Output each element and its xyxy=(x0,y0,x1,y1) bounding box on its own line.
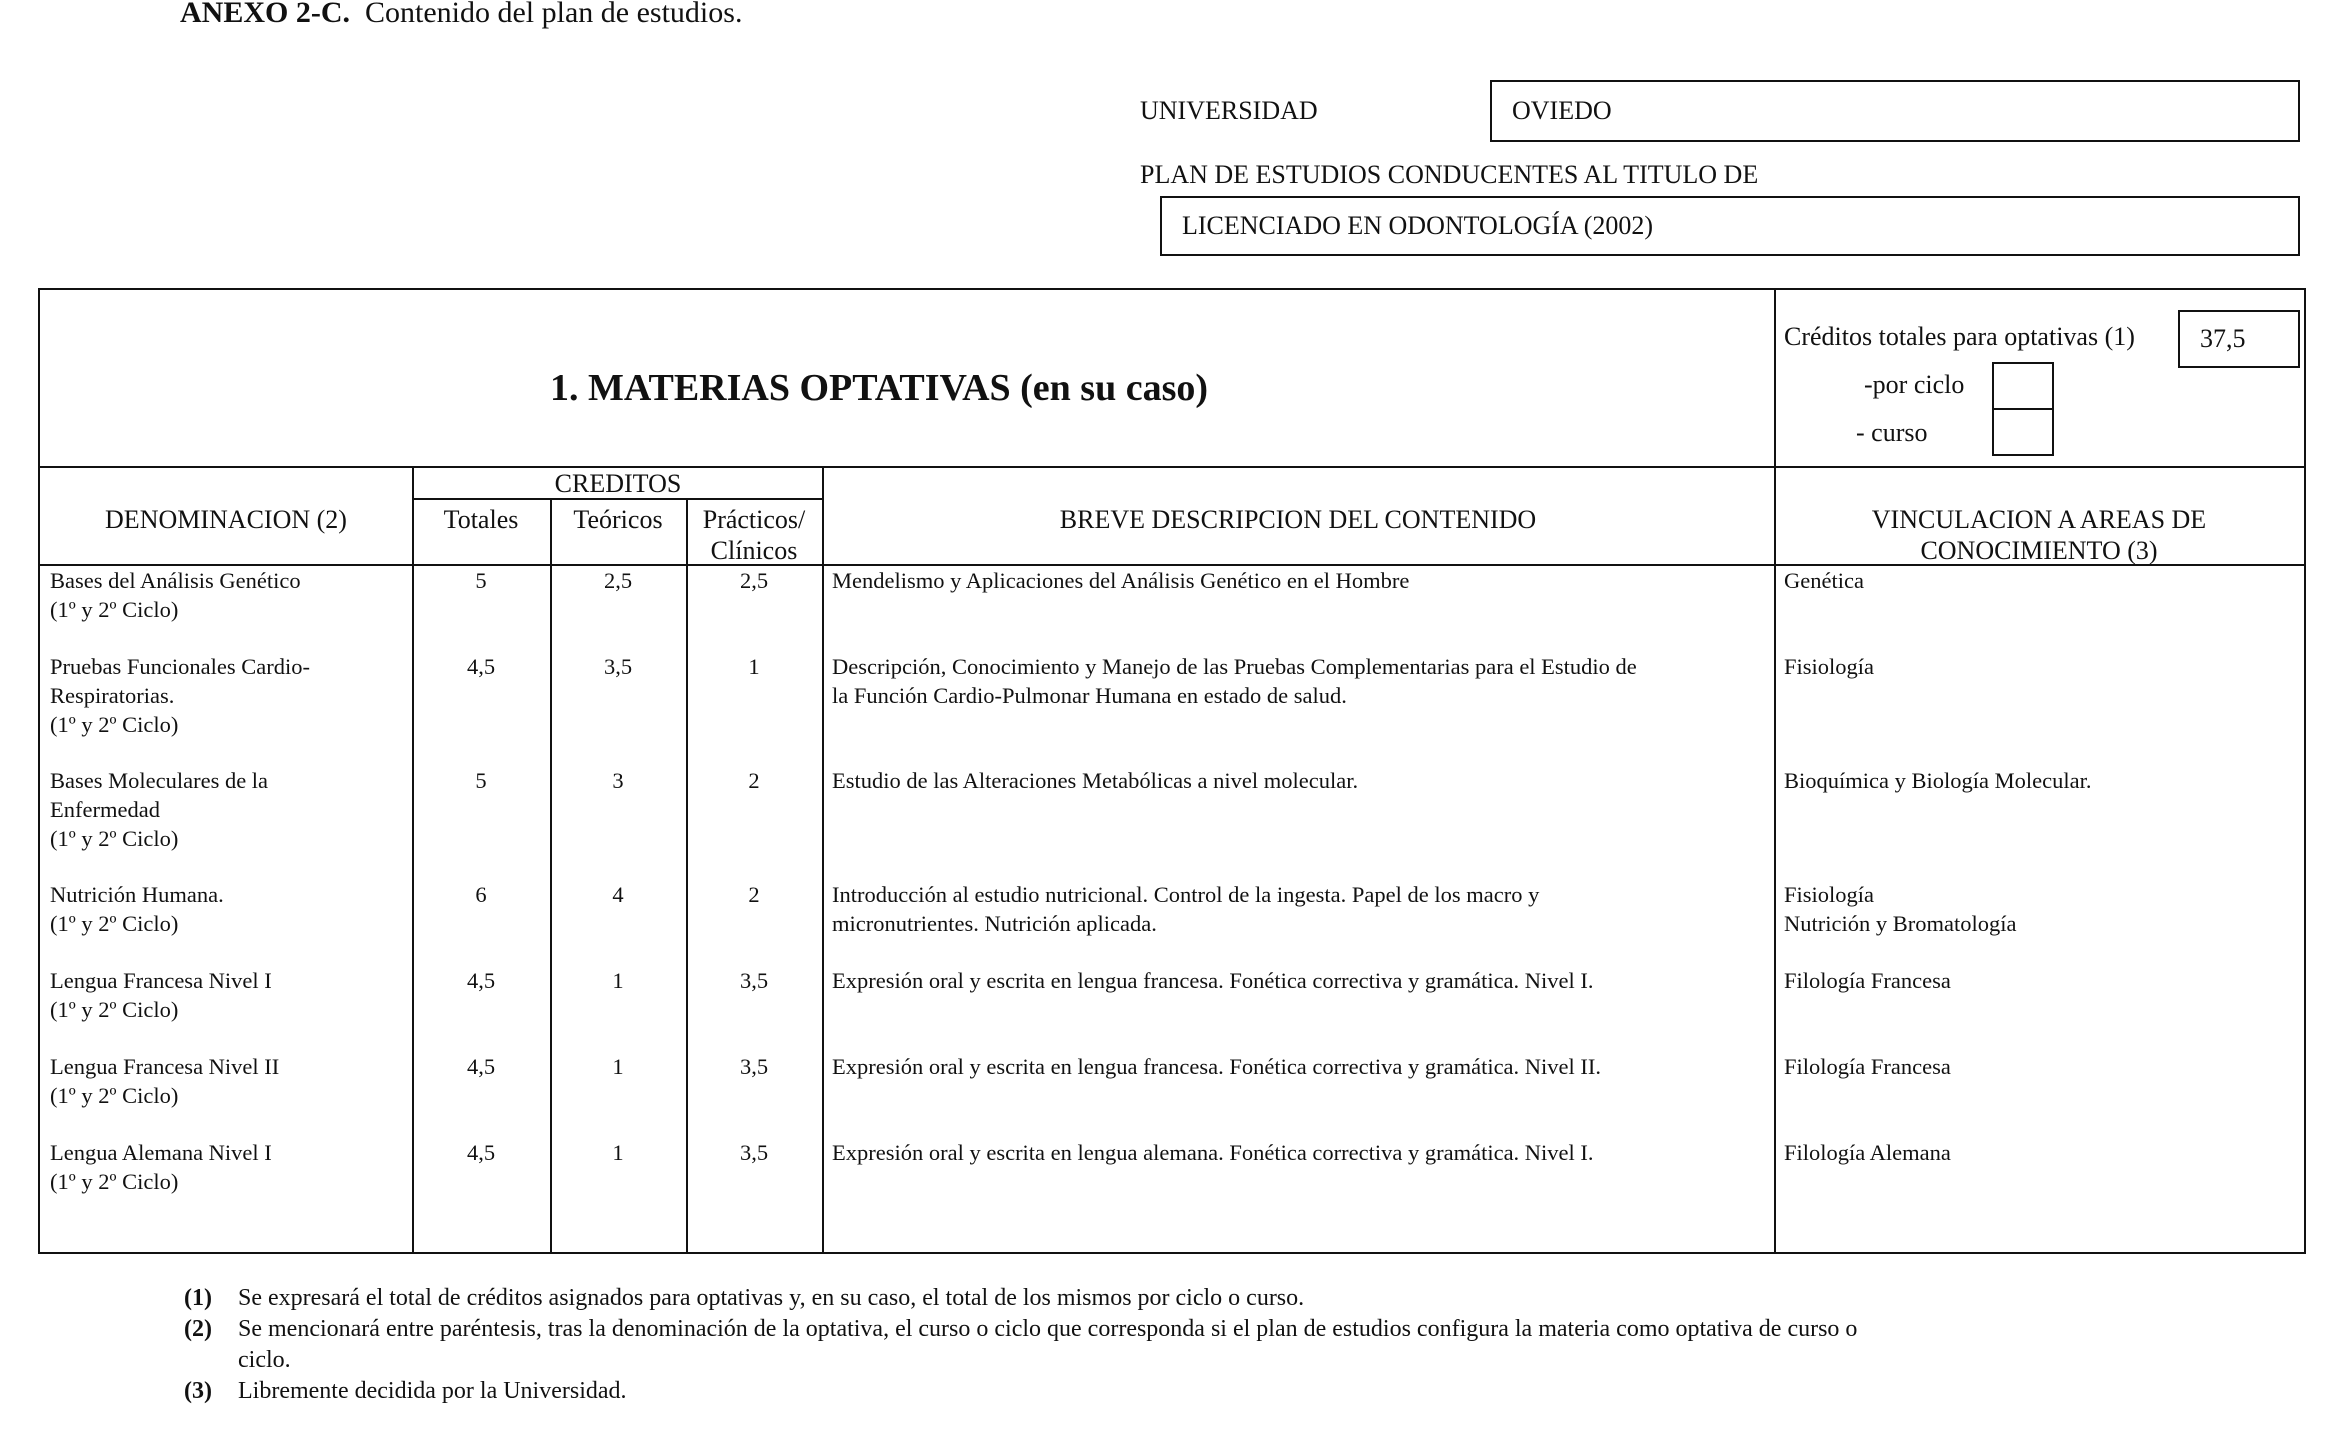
cell-line: 6 xyxy=(475,882,487,907)
cell-name xyxy=(50,1138,406,1196)
footnote-text xyxy=(238,1376,627,1407)
universidad-field xyxy=(1490,80,2300,142)
footnote-number: (3) xyxy=(184,1378,212,1404)
cell-line: (1º y 2º Ciclo) xyxy=(50,712,179,737)
cell-totales xyxy=(412,1138,550,1167)
cell-totales xyxy=(412,966,550,995)
cell-line: Nutrición Humana. xyxy=(50,882,224,907)
creditos-totales-field xyxy=(2178,310,2300,368)
cell-name xyxy=(50,1052,406,1110)
cell-name xyxy=(50,880,406,938)
por-ciclo-label: -por ciclo xyxy=(1864,370,1965,399)
plan-label: PLAN DE ESTUDIOS CONDUCENTES AL TITULO DE xyxy=(1140,160,1759,189)
cell-line: Mendelismo y Aplicaciones del Análisis Genético en el Hombre xyxy=(832,568,1410,593)
cell-descripcion xyxy=(832,966,1772,995)
titulo-value: LICENCIADO EN ODONTOLOGÍA (2002) xyxy=(1182,211,1654,240)
col-vinculacion-line1: VINCULACION A AREAS DE xyxy=(1871,505,2207,534)
cell-line: Bases del Análisis Genético xyxy=(50,568,301,593)
col-descripcion: BREVE DESCRIPCION DEL CONTENIDO xyxy=(1059,505,1537,534)
cell-line: 3,5 xyxy=(739,1140,769,1165)
cell-teoricos xyxy=(550,1138,686,1167)
cell-line: 1 xyxy=(612,968,624,993)
cell-descripcion xyxy=(832,766,1772,795)
cell-practicos xyxy=(686,880,822,909)
cell-line: (1º y 2º Ciclo) xyxy=(50,826,179,851)
col-practicos-line2: Clínicos xyxy=(710,536,798,565)
cell-line: (1º y 2º Ciclo) xyxy=(50,597,179,622)
cell-line: 2 xyxy=(748,882,760,907)
cell-line: Expresión oral y escrita en lengua alemana. Fonética correctiva y gramática. Nivel I. xyxy=(832,1140,1594,1165)
cell-teoricos xyxy=(550,880,686,909)
titulo-field xyxy=(1160,196,2300,256)
cell-line: Filología Alemana xyxy=(1784,1140,1951,1165)
cell-line: Estudio de las Alteraciones Metabólicas a nivel molecular. xyxy=(832,768,1359,793)
col-vinculacion xyxy=(1774,504,2304,566)
materias-optativas-table xyxy=(38,288,2306,1254)
cell-line: Lengua Alemana Nivel I xyxy=(50,1140,272,1165)
cell-area xyxy=(1784,880,2300,938)
universidad-value: OVIEDO xyxy=(1512,96,1612,125)
cell-line: Fisiología xyxy=(1784,882,1875,907)
cell-teoricos xyxy=(550,766,686,795)
cell-line: 5 xyxy=(475,768,487,793)
footnote-item xyxy=(184,1283,2284,1314)
table-body xyxy=(40,566,2304,1252)
divider xyxy=(1774,290,1776,468)
cell-line: micronutrientes. Nutrición aplicada. xyxy=(832,911,1157,936)
anexo-label: ANEXO 2-C. xyxy=(180,0,350,29)
col-teoricos: Teóricos xyxy=(573,505,663,534)
cell-line: Lengua Francesa Nivel II xyxy=(50,1054,280,1079)
cell-line: 4,5 xyxy=(466,1140,496,1165)
cell-descripcion xyxy=(832,880,1772,938)
cell-line: Bioquímica y Biología Molecular. xyxy=(1784,768,2092,793)
cell-line: Respiratorias. xyxy=(50,683,175,708)
cell-teoricos xyxy=(550,652,686,681)
cell-line: Genética xyxy=(1784,568,1864,593)
cell-line: Enfermedad xyxy=(50,797,160,822)
cell-teoricos xyxy=(550,966,686,995)
footnote-item xyxy=(184,1376,2284,1407)
cell-line: Expresión oral y escrita en lengua francesa. Fonética correctiva y gramática. Nivel II. xyxy=(832,1054,1602,1079)
cell-line: (1º y 2º Ciclo) xyxy=(50,911,179,936)
footnote-item xyxy=(184,1314,2284,1376)
cell-totales xyxy=(412,652,550,681)
cell-line: 4 xyxy=(612,882,624,907)
cell-totales xyxy=(412,1052,550,1081)
cell-area xyxy=(1784,1052,2300,1081)
cell-line: la Función Cardio-Pulmonar Humana en estado de salud. xyxy=(832,683,1347,708)
cell-line: Descripción, Conocimiento y Manejo de las Pruebas Complementarias para el Estudio de xyxy=(832,654,1637,679)
col-vinculacion-line2: CONOCIMIENTO (3) xyxy=(1920,536,2158,565)
cell-line: 4,5 xyxy=(466,968,496,993)
cell-name xyxy=(50,766,406,853)
col-denominacion: DENOMINACION (2) xyxy=(105,505,347,534)
cell-practicos xyxy=(686,1138,822,1167)
cell-line: Filología Francesa xyxy=(1784,1054,1951,1079)
cell-practicos xyxy=(686,766,822,795)
universidad-label: UNIVERSIDAD xyxy=(1140,96,1318,125)
footnote-number: (1) xyxy=(184,1285,212,1311)
cell-line: 4,5 xyxy=(466,654,496,679)
footnote-line: Se mencionará entre paréntesis, tras la denominación de la optativa, el curso o ciclo que corresponda si el plan de estudios configura la materia como optativa de curso o xyxy=(238,1316,1858,1342)
col-totales: Totales xyxy=(443,505,519,534)
cell-area xyxy=(1784,652,2300,681)
cell-name xyxy=(50,566,406,624)
anexo-subtitle: Contenido del plan de estudios. xyxy=(365,0,743,29)
cell-descripcion xyxy=(832,652,1772,710)
creditos-totales-label: Créditos totales para optativas (1) xyxy=(1784,322,2135,351)
cell-line: (1º y 2º Ciclo) xyxy=(50,1169,179,1194)
cell-line: Pruebas Funcionales Cardio- xyxy=(50,654,310,679)
cell-line: Bases Moleculares de la xyxy=(50,768,269,793)
cell-practicos xyxy=(686,966,822,995)
cell-line: Introducción al estudio nutricional. Control de la ingesta. Papel de los macro y xyxy=(832,882,1540,907)
cell-teoricos xyxy=(550,1052,686,1081)
footnotes xyxy=(184,1283,2284,1407)
cell-line: 1 xyxy=(612,1140,624,1165)
cell-line: Nutrición y Bromatología xyxy=(1784,911,2017,936)
cell-line: 3,5 xyxy=(603,654,633,679)
cell-line: 2,5 xyxy=(603,568,633,593)
cell-totales xyxy=(412,566,550,595)
curso-label: - curso xyxy=(1856,418,1928,447)
footnote-text xyxy=(238,1283,1304,1314)
cell-area xyxy=(1784,1138,2300,1167)
cell-area xyxy=(1784,766,2300,795)
cell-line: 1 xyxy=(748,654,760,679)
curso-field xyxy=(1992,408,2054,456)
divider xyxy=(40,466,2304,468)
creditos-totales-value: 37,5 xyxy=(2200,324,2246,353)
cell-line: 1 xyxy=(612,1054,624,1079)
footnote-line: ciclo. xyxy=(238,1347,291,1373)
cell-line: 3,5 xyxy=(739,968,769,993)
cell-line: 2,5 xyxy=(739,568,769,593)
footnote-line: Libremente decidida por la Universidad. xyxy=(238,1378,627,1404)
cell-area xyxy=(1784,566,2300,595)
cell-practicos xyxy=(686,652,822,681)
document-title xyxy=(180,0,742,30)
cell-descripcion xyxy=(832,1138,1772,1167)
cell-line: 5 xyxy=(475,568,487,593)
cell-area xyxy=(1784,966,2300,995)
cell-totales xyxy=(412,880,550,909)
cell-line: 2 xyxy=(748,768,760,793)
cell-line: Lengua Francesa Nivel I xyxy=(50,968,272,993)
col-practicos-line1: Prácticos/ xyxy=(702,505,806,534)
col-creditos: CREDITOS xyxy=(554,469,682,498)
cell-line: Filología Francesa xyxy=(1784,968,1951,993)
cell-line: 3,5 xyxy=(739,1054,769,1079)
por-ciclo-field xyxy=(1992,362,2054,410)
footnote-text xyxy=(238,1314,1857,1376)
cell-name xyxy=(50,652,406,739)
cell-teoricos xyxy=(550,566,686,595)
footnote-line: Se expresará el total de créditos asignados para optativas y, en su caso, el total de los mismos por ciclo o curso. xyxy=(238,1285,1305,1311)
footnote-number: (2) xyxy=(184,1316,212,1342)
cell-line: Expresión oral y escrita en lengua francesa. Fonética correctiva y gramática. Nivel I. xyxy=(832,968,1594,993)
cell-line: 3 xyxy=(612,768,624,793)
cell-practicos xyxy=(686,566,822,595)
cell-line: 4,5 xyxy=(466,1054,496,1079)
cell-practicos xyxy=(686,1052,822,1081)
cell-name xyxy=(50,966,406,1024)
cell-line: (1º y 2º Ciclo) xyxy=(50,997,179,1022)
cell-line: (1º y 2º Ciclo) xyxy=(50,1083,179,1108)
col-practicos xyxy=(686,504,822,566)
cell-line: Fisiología xyxy=(1784,654,1875,679)
cell-totales xyxy=(412,766,550,795)
cell-descripcion xyxy=(832,566,1772,595)
section-title: 1. MATERIAS OPTATIVAS (en su caso) xyxy=(550,367,1209,409)
cell-descripcion xyxy=(832,1052,1772,1081)
